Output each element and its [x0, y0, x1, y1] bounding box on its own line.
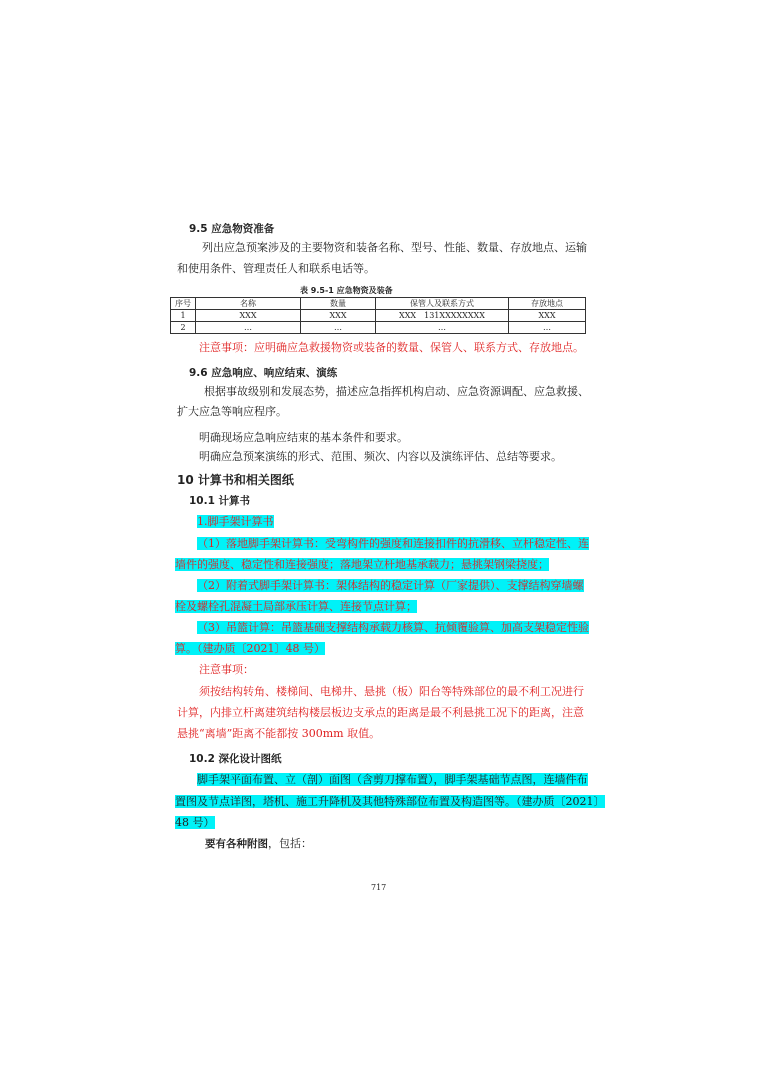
table-header-cell: 存放地点 — [509, 298, 586, 310]
highlighted-item: 1.脚手架计算书 — [197, 515, 274, 528]
table-header-cell: 名称 — [196, 298, 301, 310]
table-cell: XXX — [196, 310, 301, 322]
table-header-row — [171, 298, 586, 310]
table-cell: … — [509, 322, 586, 334]
table-note: 注意事项：应明确应急救援物资或装备的数量、保管人、联系方式、存放地点。 — [199, 341, 584, 354]
table-cell: … — [376, 322, 509, 334]
note-line: 须按结构转角、楼梯间、电梯井、悬挑（板）阳台等特殊部位的最不利工况进行 — [199, 685, 584, 698]
highlighted-line: 48 号） — [175, 816, 215, 829]
section-heading-9-5: 9.5 应急物资准备 — [189, 223, 275, 235]
table-cell: XXX — [509, 310, 586, 322]
requirement-line — [205, 837, 312, 851]
table-cell: 2 — [171, 322, 196, 334]
table-header-cell: 保管人及联系方式 — [376, 298, 509, 310]
table-header-cell: 序号 — [171, 298, 196, 310]
table-row — [171, 310, 586, 322]
table-cell: 1 — [171, 310, 196, 322]
table-row — [171, 322, 586, 334]
highlighted-line: 脚手架平面布置、立（剖）面图（含剪刀撑布置），脚手架基础节点图，连墙件布 — [197, 773, 588, 786]
requirement-rest: ，包括： — [268, 837, 312, 850]
highlighted-line: 算。（建办质〔2021〕48 号） — [175, 642, 325, 655]
paragraph-line: 明确应急预案演练的形式、范围、频次、内容以及演练评估、总结等要求。 — [199, 450, 562, 463]
section-heading-10-2: 10.2 深化设计图纸 — [189, 753, 282, 765]
table-caption: 表 9.5-1 应急物资及装备 — [300, 286, 393, 295]
table-cell: … — [301, 322, 376, 334]
materials-table — [170, 297, 586, 334]
page-number: 717 — [371, 883, 387, 892]
chapter-heading-10: 10 计算书和相关图纸 — [177, 473, 294, 487]
section-heading-10-1: 10.1 计算书 — [189, 495, 251, 507]
table-header-cell: 数量 — [301, 298, 376, 310]
highlighted-line: （1）落地脚手架计算书：受弯构件的强度和连接扣件的抗滑移、立杆稳定性、连 — [197, 537, 589, 550]
section-heading-9-6: 9.6 应急响应、响应结束、演练 — [189, 367, 338, 379]
note-title: 注意事项： — [199, 663, 254, 676]
paragraph-line: 明确现场应急响应结束的基本条件和要求。 — [199, 431, 408, 444]
highlighted-line: 栓及螺栓孔混凝土局部承压计算、连接节点计算； — [175, 600, 417, 613]
paragraph-line: 扩大应急等响应程序。 — [177, 405, 287, 418]
requirement-bold: 要有各种附图 — [205, 838, 268, 850]
highlighted-line: （2）附着式脚手架计算书：架体结构的稳定计算（厂家提供）、支撑结构穿墙螺 — [197, 579, 584, 592]
table-cell: … — [196, 322, 301, 334]
paragraph-line: 列出应急预案涉及的主要物资和装备名称、型号、性能、数量、存放地点、运输 — [202, 241, 587, 254]
paragraph-line: 和使用条件、管理责任人和联系电话等。 — [177, 262, 375, 275]
highlighted-line: 墙件的强度、稳定性和连接强度；落地架立杆地基承载力；悬挑架钢梁挠度； — [175, 558, 549, 571]
highlighted-line: （3）吊篮计算：吊篮基础支撑结构承载力核算、抗倾覆验算、加高支架稳定性验 — [197, 621, 589, 634]
table-cell: XXX — [301, 310, 376, 322]
highlighted-line: 置图及节点详图，塔机、施工升降机及其他特殊部位布置及构造图等。（建办质〔2021〕 — [175, 795, 605, 808]
note-line: 悬挑“离墙”距离不能都按 300mm 取值。 — [177, 727, 381, 740]
note-line: 计算，内排立杆离建筑结构楼层板边支承点的距离是最不利悬挑工况下的距离，注意 — [177, 706, 584, 719]
table-cell: XXX 131XXXXXXXX — [376, 310, 509, 322]
paragraph-line: 根据事故级别和发展态势，描述应急指挥机构启动、应急资源调配、应急救援、 — [204, 385, 589, 398]
